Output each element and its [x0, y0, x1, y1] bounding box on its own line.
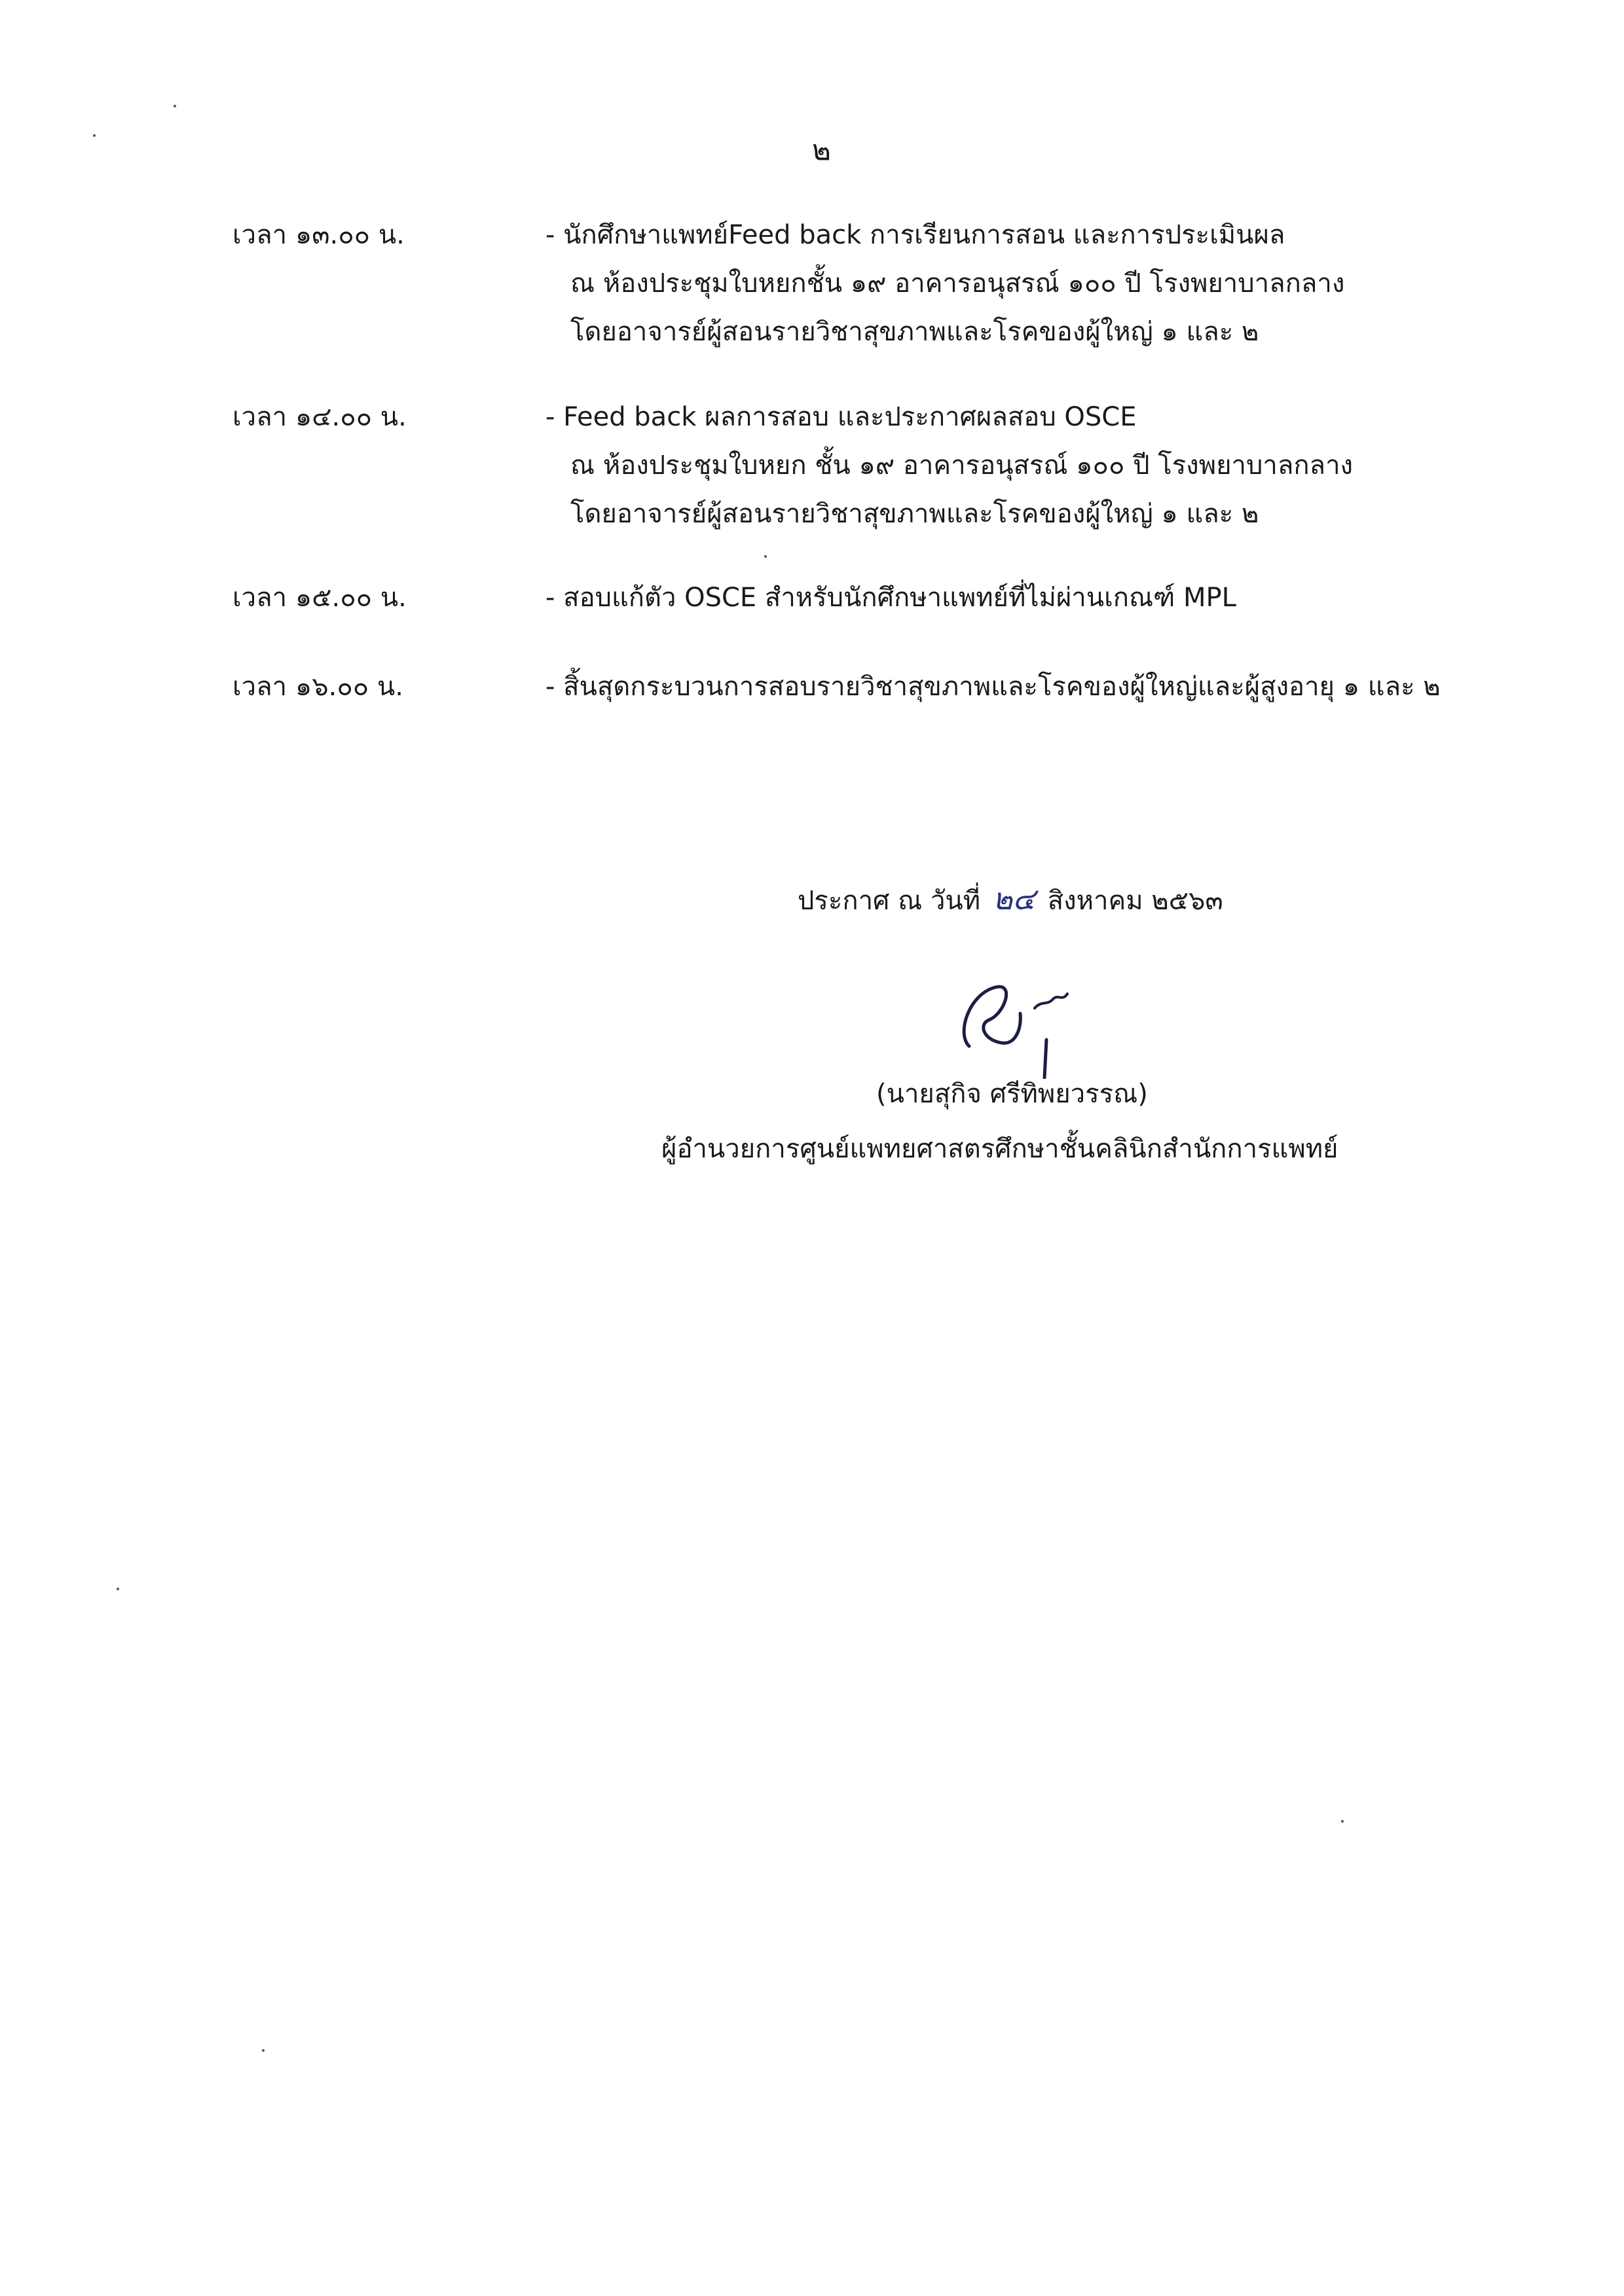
scan-speck: [262, 2049, 265, 2052]
schedule-line: - สอบแก้ตัว OSCE สำหรับนักศึกษาแพทย์ที่ไม่ผ่านเกณฑ์ MPL: [545, 583, 1236, 613]
scan-speck: [764, 555, 767, 558]
announcement-date: [798, 875, 1223, 925]
schedule-time: เวลา ๑๓.๐๐ น.: [232, 220, 405, 250]
signature-image: [943, 968, 1087, 1079]
schedule-line: โดยอาจารย์ผู้สอนรายวิชาสุขภาพและโรคของผู้ใหญ่ ๑ และ ๒: [570, 499, 1259, 529]
signer-title: ผู้อำนวยการศูนย์แพทยศาสตรศึกษาชั้นคลินิกสำนักการแพทย์: [661, 1134, 1338, 1164]
schedule-description: [545, 663, 1528, 711]
signature-stroke: [964, 987, 1020, 1046]
schedule-description: [545, 574, 1528, 622]
signature-stroke: [1035, 994, 1067, 1008]
schedule-time: เวลา ๑๖.๐๐ น.: [232, 672, 403, 702]
scan-speck: [93, 134, 96, 137]
handwritten-day: ๒๔: [992, 881, 1035, 917]
scan-speck: [117, 1588, 119, 1590]
announcement-prefix: ประกาศ ณ วันที่: [798, 886, 981, 916]
page-number: ๒: [812, 134, 832, 167]
announcement-month-year: สิงหาคม ๒๕๖๓: [1047, 886, 1223, 916]
schedule-line: - สิ้นสุดกระบวนการสอบรายวิชาสุขภาพและโรคของผู้ใหญ่และผู้สูงอายุ ๑ และ ๒: [545, 672, 1441, 702]
schedule-time: เวลา ๑๕.๐๐ น.: [232, 583, 407, 613]
schedule-line: โดยอาจารย์ผู้สอนรายวิชาสุขภาพและโรคของผู้ใหญ่ ๑ และ ๒: [570, 317, 1259, 347]
scan-speck: [174, 105, 176, 107]
schedule-line: ณ ห้องประชุมใบหยก ชั้น ๑๙ อาคารอนุสรณ์ ๑๐๐ ปี โรงพยาบาลกลาง: [570, 450, 1354, 481]
schedule-description: [545, 211, 1528, 356]
schedule-line: ณ ห้องประชุมใบหยกชั้น ๑๙ อาคารอนุสรณ์ ๑๐๐ ปี โรงพยาบาลกลาง: [570, 268, 1345, 299]
schedule-time: เวลา ๑๔.๐๐ น.: [232, 402, 407, 432]
signer-name: (นายสุกิจ ศรีทิพยวรรณ): [876, 1079, 1148, 1109]
schedule-line: - Feed back ผลการสอบ และประกาศผลสอบ OSCE: [545, 402, 1137, 432]
scan-speck: [1341, 1820, 1344, 1823]
schedule-line: - นักศึกษาแพทย์Feed back การเรียนการสอน และการประเมินผล: [545, 220, 1285, 250]
schedule-description: [545, 393, 1528, 538]
